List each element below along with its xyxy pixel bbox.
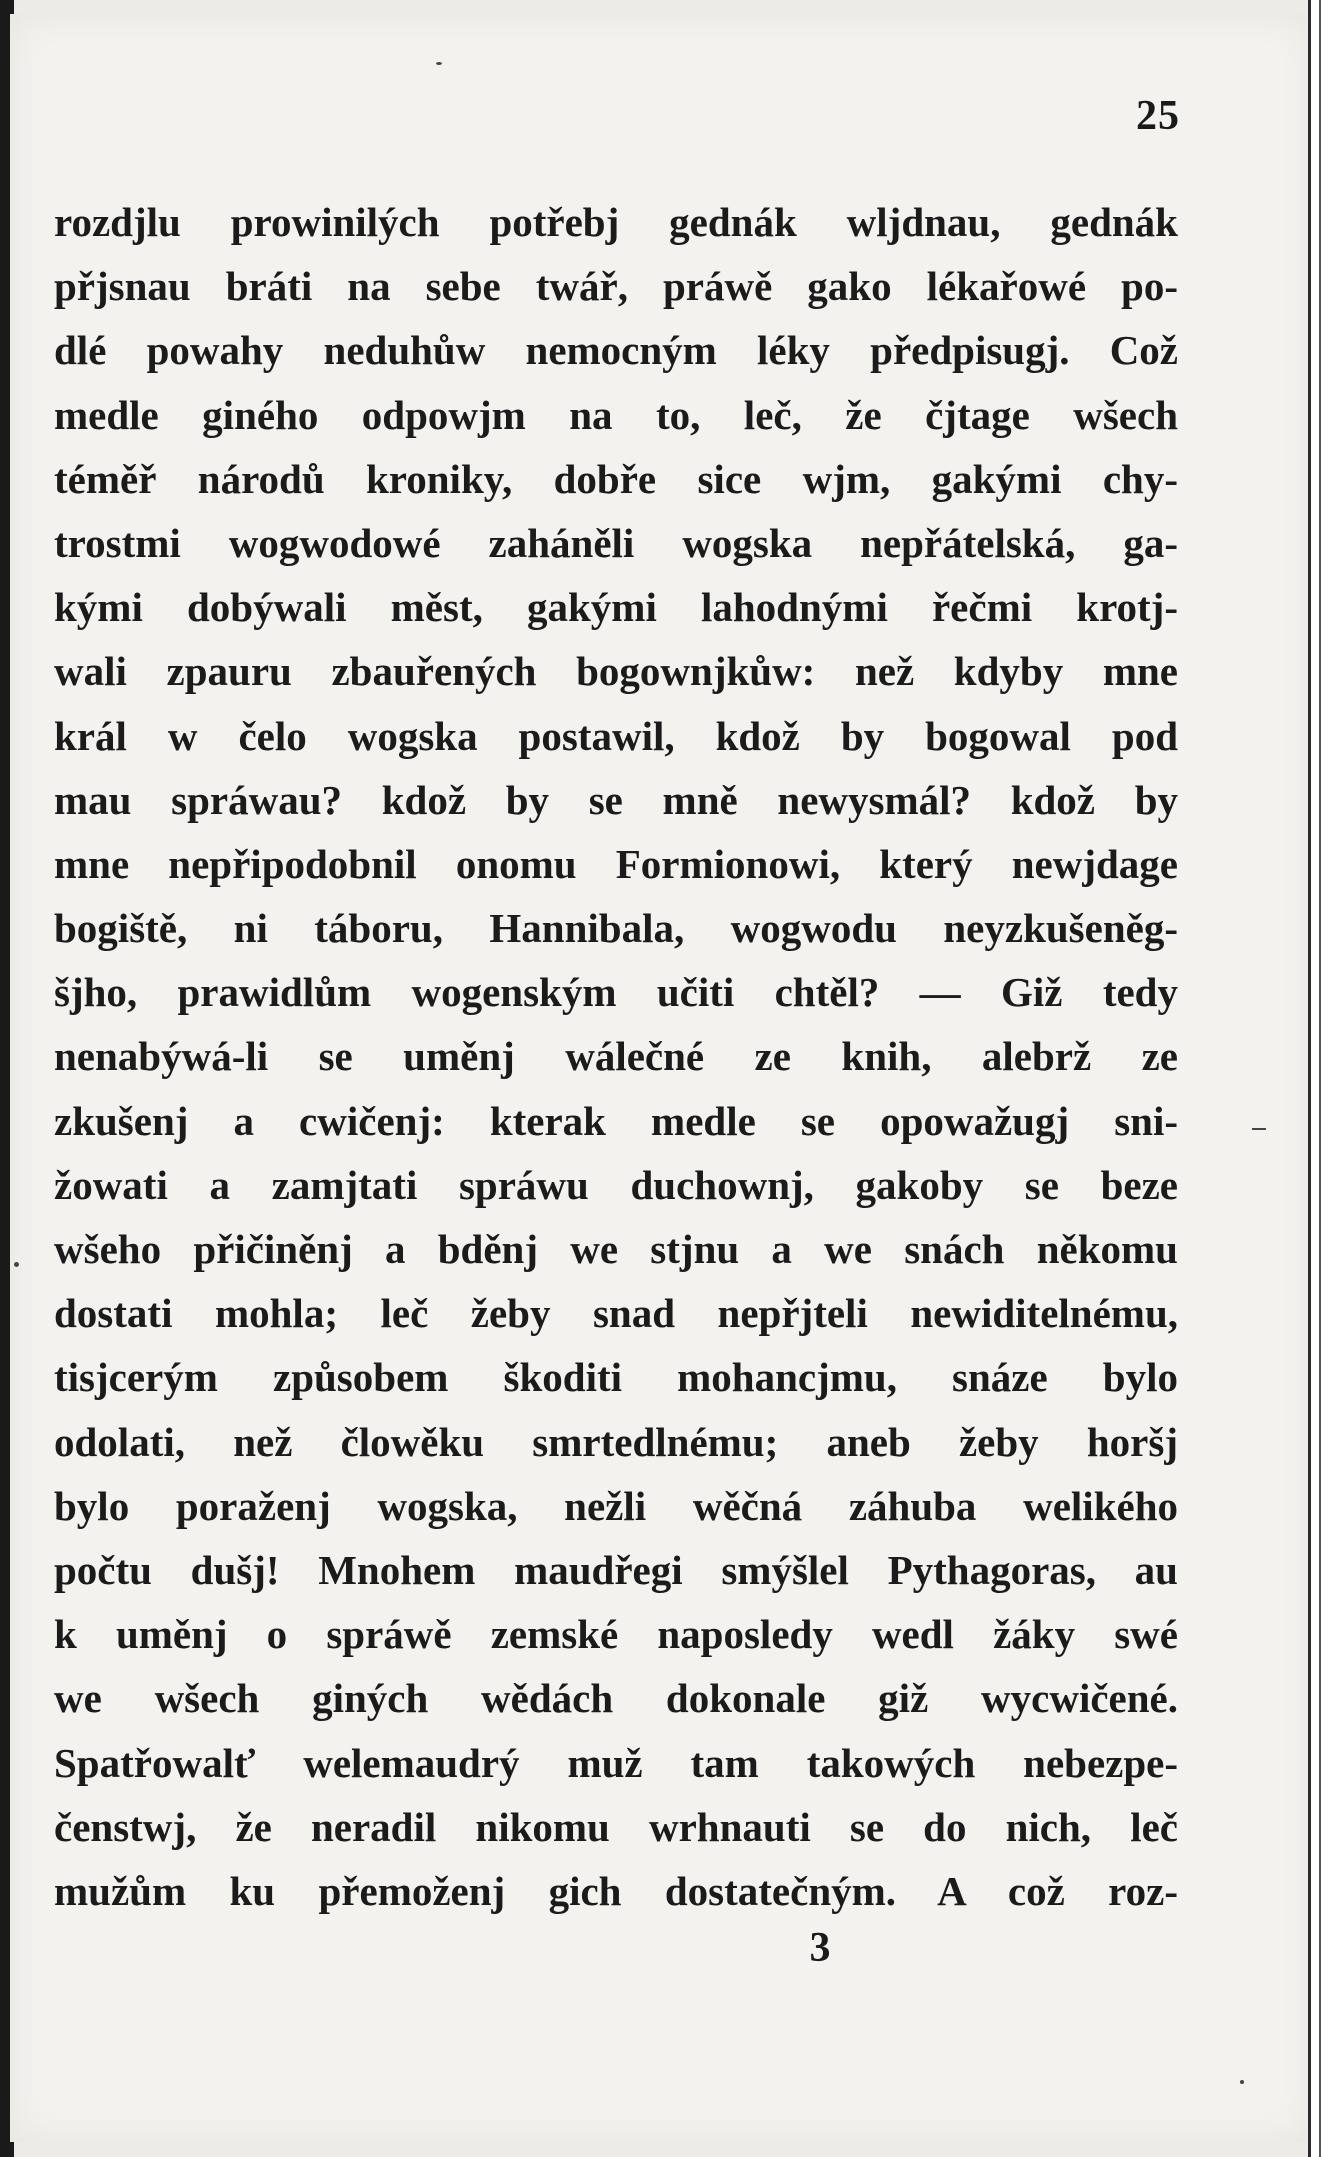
text-line: we wšech giných wědách dokonale giž wycwičené. — [54, 1675, 1178, 1722]
text-line: wšeho přičiněnj a bděnj we stjnu a we snách někomu — [54, 1226, 1178, 1272]
text-line: kými dobýwali měst, gakými lahodnými řečmi krotj- — [54, 584, 1178, 631]
ink-speck — [1240, 2080, 1244, 2084]
text-line: odolati, než člowěku smrtedlnému; aneb žeby horšj — [54, 1418, 1178, 1465]
text-line: dlé powahy neduhůw nemocným léky předpisugj. Což — [54, 327, 1178, 374]
ink-speck — [436, 62, 442, 65]
text-line: dostati mohla; leč žeby snad nepřjteli newiditelnému, — [54, 1290, 1178, 1337]
signature-mark: 3 — [809, 1925, 831, 1971]
scan-right-edge — [1308, 0, 1335, 2157]
text-line: počtu dušj! Mnohem maudřegi smýšlel Pythagoras, au — [54, 1546, 1178, 1593]
text-line: medle giného odpowjm na to, leč, že čjtage wšech — [54, 391, 1178, 438]
text-line: k uměnj o spráwě zemské naposledy wedl žáky swé — [54, 1611, 1178, 1658]
text-line: trostmi wogwodowé zaháněli wogska nepřátelská, ga- — [54, 519, 1178, 566]
text-line: mužům ku přemoženj gich dostatečným. A což roz- — [54, 1867, 1178, 1914]
text-line: wali zpauru zbauřených bogownjkůw: než kdyby mne — [54, 648, 1178, 695]
text-line: mne nepřipodobnil onomu Formionowi, který newjdage — [54, 840, 1178, 887]
text-line: tisjcerým způsobem škoditi mohancjmu, snáze bylo — [54, 1354, 1178, 1401]
text-line: zkušenj a cwičenj: kterak medle se opowažugj sni- — [54, 1097, 1178, 1144]
text-line: žowati a zamjtati spráwu duchownj, gakoby se beze — [54, 1161, 1178, 1208]
text-line: šjho, prawidlům wogenským učiti chtěl? — Giž tedy — [54, 969, 1178, 1016]
page-number: 25 — [1136, 93, 1180, 139]
body-text — [54, 190, 1178, 1923]
text-line: téměř národů kroniky, dobře sice wjm, gakými chy- — [54, 455, 1178, 502]
text-line: bylo poraženj wogska, nežli wěčná záhuba welikého — [54, 1482, 1178, 1529]
text-line: přjsnau bráti na sebe twář, práwě gako lékařowé po- — [54, 263, 1178, 310]
ink-speck — [14, 1262, 19, 1267]
text-line: mau spráwau? kdož by se mně newysmál? kdož by — [54, 776, 1178, 823]
text-line: čenstwj, že neradil nikomu wrhnauti se do nich, leč — [54, 1803, 1178, 1850]
page-edge-line — [1319, 0, 1321, 2157]
text-line: rozdjlu prowinilých potřebj gednák wljdnau, gednák — [54, 199, 1178, 245]
text-line: Spatřowalť welemaudrý muž tam takowých nebezpe- — [54, 1739, 1178, 1786]
text-line: bogiště, ni táboru, Hannibala, wogwodu neyzkušeněg- — [54, 905, 1178, 952]
text-line: nenabýwá-li se uměnj wálečné ze knih, alebrž ze — [54, 1033, 1178, 1080]
text-line: král w čelo wogska postawil, kdož by bogowal pod — [54, 712, 1178, 759]
ink-speck — [1252, 1128, 1266, 1130]
